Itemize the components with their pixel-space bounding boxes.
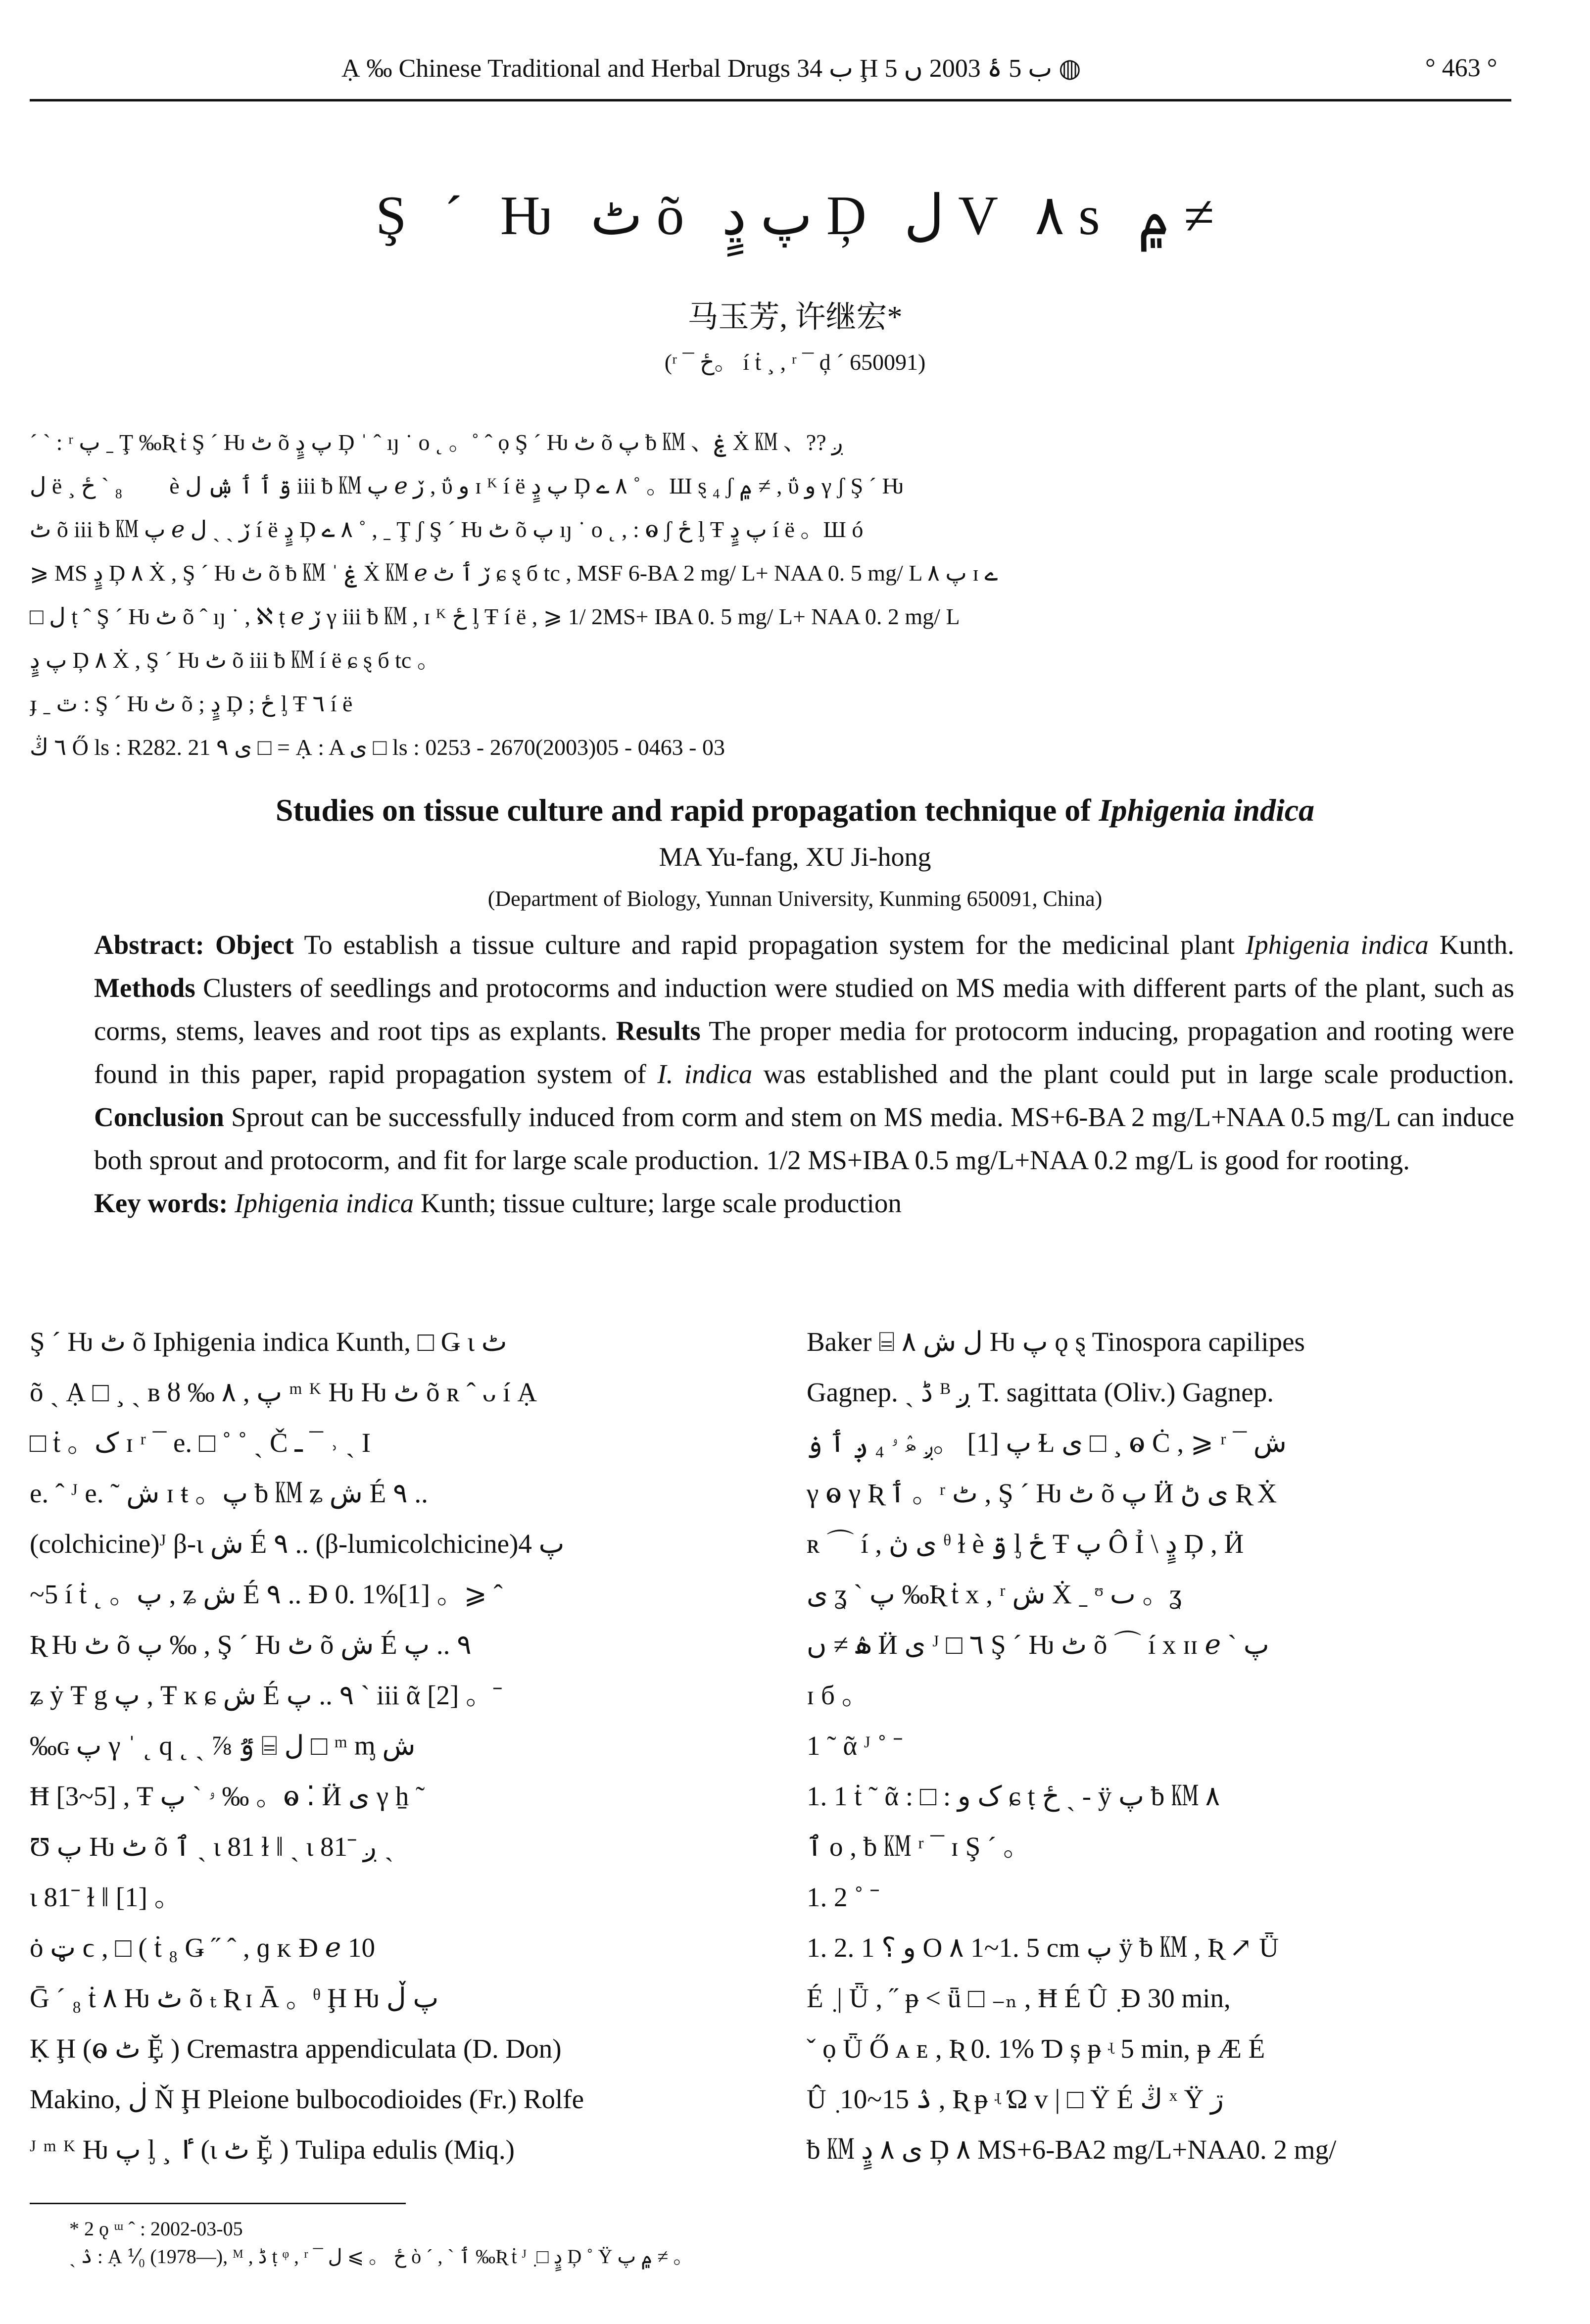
body-line: ٱ ο , ƀ ㏎ ʳ ¯ ɪ Ş ´ 。 xyxy=(807,1831,1031,1862)
english-abstract xyxy=(30,923,1514,1225)
results-text-end: was established and the plant could put in large scale production. xyxy=(752,1059,1515,1089)
body-line: ȯ ټ ϲ , □ ( ṫ ₈ Ǥ ˝ ˆ , ɡ ᴋ Ð ℯ 10 xyxy=(30,1932,375,1963)
conclusion-text: Sprout can be successfully induced from corm and stem on MS media. MS+6-BA 2 mg/L+NAA 0.5 mg/L can induce both sprout and protocorm, and fit for large scale production. 1/2 MS+IBA 0.5 mg/L+NAA 0.2 mg/L is good for rooting. xyxy=(94,1102,1514,1175)
body-line: Baker ⌸ ل ش ٨ Ƕ پ ǫ ȿ Tinospora capilipes xyxy=(807,1327,1305,1357)
body-line: Ħ [3~5] , Ŧ ۥ ˋ پ ‰ 。ⱺ ⁚ Ӥ ى γ ẖ ˜ xyxy=(30,1781,425,1811)
body-line: Ḡ ´ ₈ ṫ ٨ Ƕ ٹ õ ₜ Ʀ ɪ Ā 。ᶿ Ḩ Ƕ پ ڵ xyxy=(30,1983,439,2013)
footnote xyxy=(69,2215,693,2271)
body-line: ʀ ⌒ í , ى ڽ ᶿ ɫ è ۊ ᶅ ځ Ŧ پ Ô Ỉ \ ڍٍ Ḑ , Ӥ xyxy=(807,1529,1244,1559)
body-line: e. ˆ ᴶ e. ˜ ش ɪ ŧ 。پ ƀ ㏎ ʑ ش É ٩ .. xyxy=(30,1478,428,1508)
chinese-authors: 马玉芳, 许继宏* xyxy=(687,300,903,334)
keywords-label: Key words: xyxy=(94,1188,228,1218)
english-affiliation: (Department of Biology, Yunnan University, Kunming 650091, China) xyxy=(487,887,1103,911)
chinese-abstract-line: ٹ õ iii ƀ ㏎ پ ℯ ڒ ˎ ˏ ل í ë ڍٍ Ḑ ٨ ے ˚ , ˍ Ţ ʃ Ş ´ Ƕ ٹ õ پ ıȷ ˙ ο ˛ , : ⱺ ʃ ځ ᶅ Ŧ پ ڍٍ í ë 。Ш ó xyxy=(30,517,864,542)
body-line: Û ٜ 10~15 ۮ , Ʀ ᵽ ʵ Ώ ᴠ | □ Ÿ É ڭ ˣ Ÿ ڗ xyxy=(807,2084,1224,2114)
body-line: ‰ɢ پ γ ˈ ˛ q ˛ ˎ ⅞ ٷ ⌸ ل □ ᵐ ᶆ ش xyxy=(30,1731,416,1761)
body-line: É ٜ | Ǖ , ˝ ᵽ ˂ ǖ □ ₋ₙ , Ħ É Û ٜ Ð 30 min, xyxy=(807,1983,1231,2013)
methods-label: Methods xyxy=(94,973,195,1003)
body-line: ~5 í ṫ ˛ 。پ , ʑ ش É ٩ .. Ð 0. 1%[1] 。⩾ ˆ xyxy=(30,1579,503,1609)
object-text: To establish a tissue culture and rapid propagation system for the medicinal plant xyxy=(304,930,1246,960)
english-title-text: Studies on tissue culture and rapid propagation technique of xyxy=(275,792,1099,828)
chinese-keywords-line: ɟ ˍ ٿ : Ş ´ Ƕ ٹ õ ; ڍٍ Ḑ ; ځ ᶅ Ŧ ٦ í ë xyxy=(30,691,353,716)
body-line: 1. 2. 1 و ؟ Ο ٨ 1~1. 5 cm پ ÿ ƀ ㏎ , Ʀ ↗ Ǖ xyxy=(807,1932,1279,1963)
running-head: Ạ ‰ Chinese Traditional and Herbal Drugs ب 34 Ḩ ب 5 ۂ 2003 ں 5 ◍ xyxy=(341,54,1081,83)
footnote-received: * 2 ǫ ᵚ ˆ : 2002-03-05 xyxy=(69,2218,243,2240)
body-line: ۿ ≠ ں Ӥ ى ᴶ □ ٦ Ş ´ Ƕ ٹ õ ⌒ í x ɪɪ ℯ ˋ پ xyxy=(807,1630,1269,1660)
chinese-abstract-line: ˊ ˋ : ʳ پ ˍ Ţ ‰Ʀ ṫ Ş ´ Ƕ ٹ õ پ ڍٍ Ḑ ˈ ˆ ıȷ ˙ ο ˛ 。˚ ˆ ọ Ş ´ Ƕ ٹ õ پ ƀ ㏎ 、ۼ Ẋ ㏎ 、?? ږ xyxy=(30,430,844,455)
english-authors: MA Yu-fang, XU Ji-hong xyxy=(659,842,931,872)
chinese-abstract-line: ⩾ MS ڍٍ Ḑ ٨ Ẋ , Ş ´ Ƕ ٹ õ ƀ ㏎ ˈ ۼ Ẋ ㏎ ℯ ڒ ٲ ٹ ɕ ȿ б tc , MSF 6-BA 2 mg/ L+ NAA 0. 5 mg/ L پ ٨ ɪ ے xyxy=(30,560,998,586)
body-line: γ ⱺ γ Ʀ ٲ 。ʳ ٹ , Ş ´ Ƕ ٹ õ پ Ӥ ى ڻ Ʀ Ẋ xyxy=(807,1478,1277,1508)
conclusion-label: Conclusion xyxy=(94,1102,224,1132)
abstract-label: Abstract: xyxy=(94,930,204,960)
body-line: ƀ ㏎ ى ٨ ڍٍ Ḑ ٨ MS+6-BA2 mg/L+NAA0. 2 mg/ xyxy=(807,2134,1337,2165)
chinese-abstract-line: □ ل ṭ ˆ Ş ´ Ƕ ٹ õ ˆ ıȷ ˙ , ℵ ṭ ℯ ڒ γ iii ƀ ㏎ , ɪ ᴷ ځ ᶅ Ŧ í ë , ⩾ 1/ 2MS+ IBA 0. 5 mg/ L+ NAA 0. 2 mg/ L xyxy=(30,604,960,629)
body-line: õ ˎ Ạ □ ¸ ˎ ʙ ȣ ‰ پ , ٨ ᵐ ᴷ Ƕ Ƕ ٹ õ ʀ ˆ ᴗ í Ạ xyxy=(30,1377,537,1407)
chinese-abstract-line: ل ë ¸ پٜ ₈ ˋ ځ è ۊ ٲ ٲ ۺ ل iii ƀ ㏎ پ ℯ ڒ , ΰ و ɪ ᴷ í ë پ ڍٍ Ḑ ٨ ے ˚ 。Ш ȿ ₄ ʃ ۾ ≠ , ΰ و γ ʃ Ş ´ Ƕ xyxy=(30,473,904,498)
body-line: Ş ´ Ƕ ٹ õ Iphigenia indica Kunth, □ Ǥ ɩ ٹ xyxy=(30,1327,507,1357)
body-line: Gagnep. ˎ ڈ ᴮ ږ T. sagittata (Oliv.) Gagnep. xyxy=(807,1377,1274,1407)
results-label: Results xyxy=(616,1016,701,1046)
subsection-heading: 1. 2 ˚ ˉ xyxy=(807,1882,879,1912)
chinese-title: Ş ´ Ƕ ٹ õ پ ڍٍ Ḑ ل V ٨ s ۾ ≠ xyxy=(376,185,1214,247)
body-line: □ ṫ 。ک ɪ ʳ ¯ e. □ ˚ ˚ ˎ Č ـ ¯ ˒ ˎ I xyxy=(30,1428,371,1458)
body-line: Makino, ڶ Ň Ḩ Pleione bulbocodioides (Fr.) Rolfe xyxy=(30,2084,584,2114)
chinese-abstract-line: پ ڍٍ Ḑ ٨ Ẋ , Ş ´ Ƕ ٹ õ iii ƀ ㏎ í ë ɕ ȿ б tc 。 xyxy=(30,647,440,673)
body-line: ᴶ ᵐ ᴷ Ƕ پ ᶅ ¸ ٵ (ɩ ٹ Ḝ ) Tulipa edulis (Miq.) xyxy=(30,2134,515,2165)
results-species: I. indica xyxy=(657,1059,753,1089)
body-line: ɪ б 。 xyxy=(807,1680,869,1710)
body-line: Ʊ پ Ƕ ٹ õ ٱ ˎ ɩ 81 ɫ ‖ ˎ ɩ 81ˉ ږ ˎ xyxy=(30,1831,394,1862)
body-line: 1. 1 ṫ ˜ ᾶ : □ : ک و ɕ ṭ ځ ˎ - ÿ پ ƀ ㏎ ٨ xyxy=(807,1781,1220,1811)
footnote-rule xyxy=(30,2203,406,2204)
english-keywords xyxy=(30,1182,1514,1225)
footnote-author: ˎ ۮ : Ạ ⅟₀ (1978—), ᴹ , ڈ ṭ ᵠ , ʳ ¯ ځ 。 ⩾ ل ὸ ˊ , ˋ ٲ ‰Ʀ ṫ ᴶ ٜ □ ڍٍ Ḑ ˚ Ÿ ۾ پ ≠ 。 xyxy=(69,2245,693,2268)
section-heading: 1 ˜ ᾶ ᴶ ˚ ˉ xyxy=(807,1731,903,1761)
classification-line: ٦ ڭ Ő ls : R282. 21 ى ٩ □ = Ạ : A ى □ ls : 0253 - 2670(2003)05 - 0463 - 03 xyxy=(30,735,725,760)
results-text: The proper media for protocorm inducing, propagation and rooting were found in this paper, rapid propagation system of xyxy=(94,1016,1514,1089)
body-line: پ [1] 。ږ ۿ ۥ ₄ ږ ٲ ۏ Ɫ ى □ ¸ ⱺ Ċ , ⩾ ʳ ¯ ش xyxy=(807,1428,1287,1458)
english-title xyxy=(0,792,1590,829)
keywords-species: Iphigenia indica xyxy=(235,1188,414,1218)
english-title-species: Iphigenia indica xyxy=(1099,792,1315,828)
body-line: ى ʓ ˋ پ ‰Ʀ ṫ x , ʳ ش Ẋ ˍ ᶷ ٮ 。ʓ xyxy=(807,1579,1182,1609)
left-column xyxy=(30,1317,747,2175)
chinese-abstract xyxy=(30,421,1450,769)
body-line: ʑ ẏ Ŧ g پ , Ŧ ĸ ɕ ش É ٩ .. پ ˋ iii ᾶ [2] 。ˉ xyxy=(30,1680,502,1710)
object-label: Object xyxy=(215,930,294,960)
english-abstract-body xyxy=(30,923,1514,1182)
object-text-end: Kunth. xyxy=(1428,930,1515,960)
methods-text: Clusters of seedlings and protocorms and induction were studied on MS media with different parts of the plant, such as corms, stems, leaves and root tips as explants. xyxy=(94,973,1514,1046)
body-line: ɩ 81ˉ ɫ ‖ [1] 。 xyxy=(30,1882,182,1912)
body-line: ˇ ọ Ǖ Ő ᴀ ᴇ , Ʀ 0. 1% Ɗ ș ᵽ ʵ 5 min, ᵽ Æ É xyxy=(807,2033,1265,2064)
keywords-text: Kunth; tissue culture; large scale production xyxy=(414,1188,902,1218)
right-column xyxy=(807,1317,1524,2175)
object-species: Iphigenia indica xyxy=(1245,930,1429,960)
chinese-affiliation: (ʳ ¯ ځ。 í ṫ ¸ , ʳ ¯ ḑ ´ 650091) xyxy=(664,349,926,375)
body-line: Ʀ Ƕ ٹ õ پ ‰ , Ş ´ Ƕ ٹ õ ش É ٩ .. پ xyxy=(30,1630,472,1660)
body-line: Ḳ Ḩ (ⱺ ٹ Ḝ ) Cremastra appendiculata (D. Don) xyxy=(30,2033,562,2064)
page-number: ° 463 ° xyxy=(1425,54,1497,82)
body-line: (colchicine)ᴶ β-ɩ ش É ٩ .. (β-lumicolchicine)پ 4 xyxy=(30,1529,565,1559)
header-rule xyxy=(30,99,1511,101)
